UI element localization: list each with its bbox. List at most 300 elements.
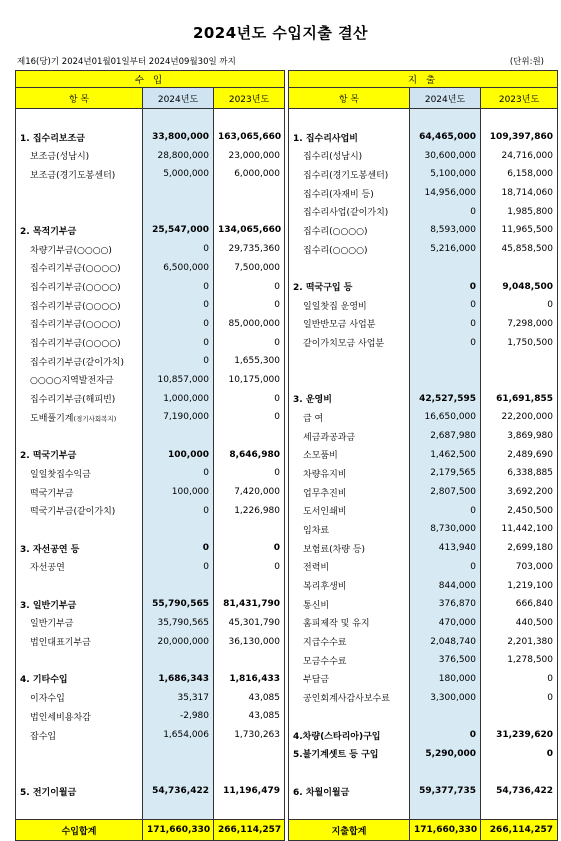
expense-row-2024 — [410, 707, 481, 726]
income-row — [16, 595, 285, 614]
expense-row — [289, 707, 558, 726]
expense-row-2023: 6,338,885 — [481, 464, 558, 483]
income-row-label — [16, 763, 143, 782]
expense-row-2024: 8,593,000 — [410, 221, 481, 240]
expense-row — [289, 277, 558, 296]
expense-row-label: 3. 운영비 — [289, 389, 410, 408]
expense-row-2023: 45,858,500 — [481, 240, 558, 259]
income-row-label: 집수리기부금(○○○○) — [16, 315, 143, 334]
expense-row-2024: 42,527,595 — [410, 389, 481, 408]
expense-row-label — [289, 707, 410, 726]
expense-row — [289, 726, 558, 745]
expense-row-2024: 5,290,000 — [410, 744, 481, 763]
income-row-2023: 8,646,980 — [214, 445, 285, 464]
expense-row-2024: 5,216,000 — [410, 240, 481, 259]
income-row-2023 — [214, 520, 285, 539]
expense-row-2023: 703,000 — [481, 558, 558, 577]
income-row — [16, 632, 285, 651]
expense-row-2023: 0 — [481, 296, 558, 315]
income-row — [16, 445, 285, 464]
income-row-label: 일반기부금 — [16, 614, 143, 633]
expense-row — [289, 558, 558, 577]
expense-rows — [289, 109, 558, 820]
expense-row-2024: 8,730,000 — [410, 520, 481, 539]
expense-row-label — [289, 800, 410, 819]
expense-row — [289, 539, 558, 558]
income-row-2023 — [214, 184, 285, 203]
expense-row-label: 통신비 — [289, 595, 410, 614]
income-row-2023: 0 — [214, 296, 285, 315]
income-row — [16, 763, 285, 782]
expense-row — [289, 202, 558, 221]
expense-row — [289, 165, 558, 184]
income-row — [16, 259, 285, 278]
income-row-label: 이자수입 — [16, 688, 143, 707]
income-row — [16, 427, 285, 446]
income-row — [16, 296, 285, 315]
expense-row-2023: 22,200,000 — [481, 408, 558, 427]
expense-row-2023: 6,158,000 — [481, 165, 558, 184]
expense-row-2024: 59,377,735 — [410, 782, 481, 801]
expense-row-2023: 0 — [481, 688, 558, 707]
expense-row-2023 — [481, 371, 558, 390]
expense-row — [289, 595, 558, 614]
expense-row-label: 집수리사업(같이가치) — [289, 202, 410, 221]
expense-row-label: 보험료(차량 등) — [289, 539, 410, 558]
expense-row — [289, 315, 558, 334]
expense-row-2023: 2,201,380 — [481, 632, 558, 651]
expense-row — [289, 146, 558, 165]
expense-col-item: 항 목 — [289, 88, 410, 109]
expense-row-label: 전력비 — [289, 558, 410, 577]
income-row-2024: 1,686,343 — [143, 670, 214, 689]
income-row-2023 — [214, 427, 285, 446]
expense-row — [289, 464, 558, 483]
expense-row — [289, 782, 558, 801]
expense-row-2023: 1,278,500 — [481, 651, 558, 670]
expense-row-label: 업무추진비 — [289, 483, 410, 502]
expense-row-2024: 3,300,000 — [410, 688, 481, 707]
income-row-2023 — [214, 576, 285, 595]
income-row-2024: 10,857,000 — [143, 371, 214, 390]
expense-row-label: 2. 떡국구입 등 — [289, 277, 410, 296]
expense-row-2024: 2,687,980 — [410, 427, 481, 446]
expense-col-2024: 2024년도 — [410, 88, 481, 109]
expense-row-2023 — [481, 800, 558, 819]
expense-row-2023: 0 — [481, 670, 558, 689]
income-row — [16, 707, 285, 726]
expense-row-2024: 844,000 — [410, 576, 481, 595]
income-row — [16, 483, 285, 502]
income-row-2024: 7,190,000 — [143, 408, 214, 427]
income-row-2024: 6,500,000 — [143, 259, 214, 278]
income-row-2023: 134,065,660 — [214, 221, 285, 240]
income-row-label: 차량기부금(○○○○) — [16, 240, 143, 259]
income-row-label: 집수리기부금(○○○○) — [16, 277, 143, 296]
income-row-label — [16, 800, 143, 819]
expense-row-label: 일반반모금 사업분 — [289, 315, 410, 334]
expense-row-2024: 0 — [410, 202, 481, 221]
expense-row-2023 — [481, 259, 558, 278]
expense-row — [289, 744, 558, 763]
expense-row — [289, 427, 558, 446]
expense-row-2024: 0 — [410, 315, 481, 334]
income-row-2023: 43,085 — [214, 707, 285, 726]
expense-row-label: 집수리(경기도봉센터) — [289, 165, 410, 184]
income-row-label: 보조금(경기도봉센터) — [16, 165, 143, 184]
income-row-2023 — [214, 763, 285, 782]
income-row — [16, 240, 285, 259]
expense-total-label: 지출합계 — [289, 820, 410, 841]
expense-row-label: 소모품비 — [289, 445, 410, 464]
income-row-2024: 28,800,000 — [143, 146, 214, 165]
income-row — [16, 670, 285, 689]
income-row-label: 3. 일반기부금 — [16, 595, 143, 614]
income-row-label: 법인대표기부금 — [16, 632, 143, 651]
expense-row-2024 — [410, 352, 481, 371]
income-row-2023: 0 — [214, 558, 285, 577]
income-total-2024: 171,660,330 — [143, 820, 214, 841]
income-row-2024: 0 — [143, 333, 214, 352]
income-row-2023: 0 — [214, 333, 285, 352]
expense-row-2024: 2,048,740 — [410, 632, 481, 651]
income-row — [16, 558, 285, 577]
income-row-2024 — [143, 520, 214, 539]
expense-row — [289, 445, 558, 464]
income-row-2023: 1,816,433 — [214, 670, 285, 689]
income-row-2024 — [143, 800, 214, 819]
income-row-label: 집수리기부금(○○○○) — [16, 333, 143, 352]
expense-row — [289, 109, 558, 128]
income-row-label: 떡국기부금(같이가치) — [16, 501, 143, 520]
income-row-2024 — [143, 763, 214, 782]
expense-section-header: 지 출 — [289, 71, 558, 88]
expense-row — [289, 408, 558, 427]
income-row — [16, 539, 285, 558]
expense-row-2023: 2,699,180 — [481, 539, 558, 558]
income-row-2024 — [143, 202, 214, 221]
expense-row-label: 홈피제작 및 유지 — [289, 614, 410, 633]
income-row-2023: 45,301,790 — [214, 614, 285, 633]
income-row-2023: 0 — [214, 464, 285, 483]
income-row-2024: 0 — [143, 501, 214, 520]
expense-row-2023: 9,048,500 — [481, 277, 558, 296]
expense-row — [289, 128, 558, 147]
expense-row-2023 — [481, 707, 558, 726]
expense-row-2024: 413,940 — [410, 539, 481, 558]
income-row — [16, 800, 285, 819]
income-row-2023: 0 — [214, 539, 285, 558]
expense-row-label: 6. 차월이월금 — [289, 782, 410, 801]
income-row-2024: 0 — [143, 352, 214, 371]
expense-row-2024: 376,870 — [410, 595, 481, 614]
income-row-label: 떡국기부금 — [16, 483, 143, 502]
expense-row-2023: 3,692,200 — [481, 483, 558, 502]
income-row-label: ○○○○지역발전자금 — [16, 371, 143, 390]
expense-row — [289, 520, 558, 539]
income-row — [16, 726, 285, 745]
income-row-label: 3. 자선공연 등 — [16, 539, 143, 558]
expense-row — [289, 221, 558, 240]
income-row-label: 잡수입 — [16, 726, 143, 745]
income-row — [16, 315, 285, 334]
income-row-2023 — [214, 202, 285, 221]
income-row — [16, 651, 285, 670]
expense-row-2024 — [410, 259, 481, 278]
expense-row-2023: 7,298,000 — [481, 315, 558, 334]
income-row-label: 집수리기부금(같이가치) — [16, 352, 143, 371]
expense-row-2023: 2,489,690 — [481, 445, 558, 464]
expense-row-2024 — [410, 371, 481, 390]
expense-row — [289, 483, 558, 502]
income-row-2024: -2,980 — [143, 707, 214, 726]
expense-row — [289, 651, 558, 670]
expense-row-label: 모금수수료 — [289, 651, 410, 670]
expense-row-2023: 54,736,422 — [481, 782, 558, 801]
income-row-label: 자선공연 — [16, 558, 143, 577]
expense-row — [289, 800, 558, 819]
expense-total-row — [289, 820, 558, 841]
income-row-label: 집수리기부금(해피빈) — [16, 389, 143, 408]
expense-row-2024 — [410, 763, 481, 782]
income-row-2024 — [143, 184, 214, 203]
income-row-2023: 10,175,000 — [214, 371, 285, 390]
income-row-label: 2. 떡국기부금 — [16, 445, 143, 464]
income-col-2024: 2024년도 — [143, 88, 214, 109]
income-row-2023 — [214, 800, 285, 819]
expense-row-2024: 0 — [410, 726, 481, 745]
income-row — [16, 146, 285, 165]
income-row-2024 — [143, 576, 214, 595]
expense-row-label: 지급수수료 — [289, 632, 410, 651]
income-row-2023: 1,655,300 — [214, 352, 285, 371]
expense-row-label: 집수리(○○○○) — [289, 240, 410, 259]
expense-table — [288, 70, 558, 841]
income-row-2024: 35,790,565 — [143, 614, 214, 633]
expense-row-label: 5.불기계셋트 등 구입 — [289, 744, 410, 763]
expense-row — [289, 184, 558, 203]
expense-row-2023: 1,219,100 — [481, 576, 558, 595]
expense-row-2024: 16,650,000 — [410, 408, 481, 427]
income-row — [16, 165, 285, 184]
expense-row — [289, 670, 558, 689]
expense-row-2023: 61,691,855 — [481, 389, 558, 408]
expense-row-2023: 666,840 — [481, 595, 558, 614]
income-row-2023: 0 — [214, 277, 285, 296]
income-row — [16, 744, 285, 763]
income-row-2024: 0 — [143, 464, 214, 483]
income-row — [16, 202, 285, 221]
expense-row-2023: 1,985,800 — [481, 202, 558, 221]
expense-row-2023: 440,500 — [481, 614, 558, 633]
income-row-label — [16, 427, 143, 446]
expense-row-label: 세금과공과금 — [289, 427, 410, 446]
expense-row-label: 같이가치모금 사업분 — [289, 333, 410, 352]
expense-row-2024: 0 — [410, 501, 481, 520]
income-row-2024: 100,000 — [143, 483, 214, 502]
expense-total-2023: 266,114,257 — [481, 820, 558, 841]
expense-row-2024: 470,000 — [410, 614, 481, 633]
income-section-header: 수 입 — [16, 71, 285, 88]
income-row-2023: 1,730,263 — [214, 726, 285, 745]
expense-row-label — [289, 259, 410, 278]
expense-row-2024: 376,500 — [410, 651, 481, 670]
expense-row-2024 — [410, 800, 481, 819]
expense-row-2023 — [481, 109, 558, 128]
expense-row-2023: 3,869,980 — [481, 427, 558, 446]
expense-row — [289, 389, 558, 408]
income-row — [16, 352, 285, 371]
expense-row-2024: 64,465,000 — [410, 128, 481, 147]
expense-row-2024: 14,956,000 — [410, 184, 481, 203]
expense-row-label: 4.차량(스타리아)구입 — [289, 726, 410, 745]
expense-row-label: 집수리(자재비 등) — [289, 184, 410, 203]
expense-row-2024: 2,807,500 — [410, 483, 481, 502]
expense-row-label: 일일찻집 운영비 — [289, 296, 410, 315]
income-row-label: 2. 목적기부금 — [16, 221, 143, 240]
income-row-2023: 85,000,000 — [214, 315, 285, 334]
expense-row — [289, 333, 558, 352]
income-row — [16, 109, 285, 128]
income-table — [15, 70, 285, 841]
income-row — [16, 576, 285, 595]
expense-total-2024: 171,660,330 — [410, 820, 481, 841]
expense-row-label — [289, 763, 410, 782]
income-row-2024: 20,000,000 — [143, 632, 214, 651]
expense-row-2023: 109,397,860 — [481, 128, 558, 147]
expense-row-label: 복리후생비 — [289, 576, 410, 595]
income-row-2024 — [143, 427, 214, 446]
income-row-label: 도배풀기계(경기사회복지) — [16, 408, 143, 427]
expense-row-2023: 24,716,000 — [481, 146, 558, 165]
income-row-label: 보조금(성남시) — [16, 146, 143, 165]
income-row-2023: 43,085 — [214, 688, 285, 707]
income-row-2023: 29,735,360 — [214, 240, 285, 259]
income-row-2023: 36,130,000 — [214, 632, 285, 651]
income-row — [16, 688, 285, 707]
income-row — [16, 501, 285, 520]
income-row-label: 1. 집수리보조금 — [16, 128, 143, 147]
income-row-label: 일일찻집수익금 — [16, 464, 143, 483]
income-row — [16, 408, 285, 427]
income-row-label — [16, 520, 143, 539]
income-row-2024: 54,736,422 — [143, 782, 214, 801]
income-row-2024: 1,000,000 — [143, 389, 214, 408]
income-row-2024: 0 — [143, 315, 214, 334]
income-total-label: 수입합계 — [16, 820, 143, 841]
income-row — [16, 782, 285, 801]
income-row-2023 — [214, 744, 285, 763]
income-row-2024: 100,000 — [143, 445, 214, 464]
income-row-2023: 81,431,790 — [214, 595, 285, 614]
income-row-2024: 35,317 — [143, 688, 214, 707]
income-row-2024: 55,790,565 — [143, 595, 214, 614]
expense-row-2024: 1,462,500 — [410, 445, 481, 464]
income-row-label: 집수리기부금(○○○○) — [16, 296, 143, 315]
income-row — [16, 333, 285, 352]
expense-row — [289, 296, 558, 315]
expense-row-label — [289, 352, 410, 371]
expense-row-label: 집수리(○○○○) — [289, 221, 410, 240]
income-row-2024: 0 — [143, 296, 214, 315]
expense-row-label: 도서인쇄비 — [289, 501, 410, 520]
income-row — [16, 371, 285, 390]
expense-row — [289, 688, 558, 707]
expense-row-2023 — [481, 352, 558, 371]
income-row — [16, 520, 285, 539]
income-row-2024: 25,547,000 — [143, 221, 214, 240]
expense-row-2023: 18,714,060 — [481, 184, 558, 203]
expense-row-2023 — [481, 763, 558, 782]
income-row-label: 4. 기타수입 — [16, 670, 143, 689]
fiscal-period: 제16(당)기 2024년01월01일부터 2024년09월30일 까지 — [17, 57, 236, 67]
income-row-2023: 6,000,000 — [214, 165, 285, 184]
expense-row-2024 — [410, 109, 481, 128]
income-row-2024: 0 — [143, 539, 214, 558]
expense-row — [289, 259, 558, 278]
income-row-2024: 5,000,000 — [143, 165, 214, 184]
income-row-2023: 0 — [214, 408, 285, 427]
income-row-2024 — [143, 651, 214, 670]
expense-row — [289, 763, 558, 782]
expense-row — [289, 632, 558, 651]
income-row-label — [16, 184, 143, 203]
expense-row-2024: 0 — [410, 333, 481, 352]
income-row-label — [16, 576, 143, 595]
expense-row-label: 부담금 — [289, 670, 410, 689]
income-row-2024 — [143, 744, 214, 763]
expense-row-2023: 2,450,500 — [481, 501, 558, 520]
income-row — [16, 389, 285, 408]
income-row-label: 법인세비용차감 — [16, 707, 143, 726]
expense-row-2024: 5,100,000 — [410, 165, 481, 184]
expense-row — [289, 352, 558, 371]
expense-row-2023: 31,239,620 — [481, 726, 558, 745]
expense-row-2023: 11,442,100 — [481, 520, 558, 539]
income-row — [16, 277, 285, 296]
expense-row-2024: 0 — [410, 277, 481, 296]
expense-row-2024: 0 — [410, 558, 481, 577]
income-row-2023: 163,065,660 — [214, 128, 285, 147]
income-row-2023 — [214, 109, 285, 128]
page-title: 2024년도 수입지출 결산 — [192, 24, 369, 42]
expense-row — [289, 240, 558, 259]
unit-label: (단위:원) — [509, 57, 544, 67]
income-row-2024 — [143, 109, 214, 128]
income-row-label: 집수리기부금(○○○○) — [16, 259, 143, 278]
income-total-2023: 266,114,257 — [214, 820, 285, 841]
expense-row — [289, 576, 558, 595]
expense-row-label: 공인회계사감사보수료 — [289, 688, 410, 707]
expense-row-2023: 11,965,500 — [481, 221, 558, 240]
income-row-2024: 0 — [143, 277, 214, 296]
income-row-label — [16, 651, 143, 670]
income-row — [16, 221, 285, 240]
income-row-label — [16, 744, 143, 763]
income-row — [16, 184, 285, 203]
expense-row-label: 급 여 — [289, 408, 410, 427]
expense-row-label: 1. 집수리사업비 — [289, 128, 410, 147]
income-row-2023: 11,196,479 — [214, 782, 285, 801]
income-row-2024: 33,800,000 — [143, 128, 214, 147]
income-row-note: (경기사회복지) — [73, 414, 117, 423]
expense-row — [289, 371, 558, 390]
income-row — [16, 614, 285, 633]
income-row-2024: 1,654,006 — [143, 726, 214, 745]
income-row — [16, 464, 285, 483]
income-row-2023: 0 — [214, 389, 285, 408]
income-rows — [16, 109, 285, 820]
